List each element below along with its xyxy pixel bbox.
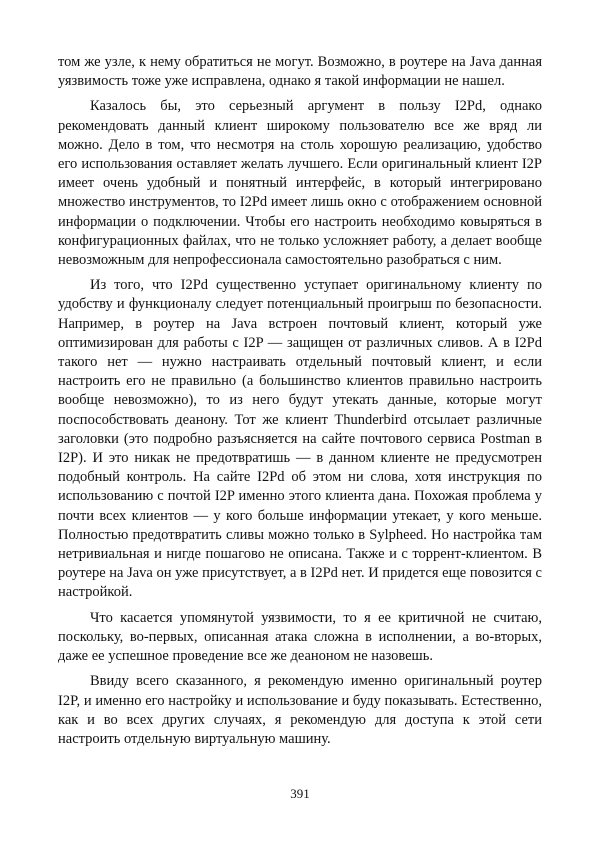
paragraph-i2pd-usability: Казалось бы, это серьезный аргумент в пользу I2Pd, однако рекомендовать данный клиент широкому пользователю все же вряд ли можно. Дело в том, что несмотря на столь хорошую реализацию, удобство его использования оставляет желать лучшего. Если оригинальный клиент I2P имеет очень удобный и понятный интерфейс, в который интегрировано множество инструментов, то I2Pd имеет лишь окно с отображением основной информации о подключении. Чтобы его настроить необходимо ковыряться в конфигурационных файлах, что не только усложняет работу, а делает вообще невозможным для непрофессионала самостоятельно разобраться с ним. bbox=[58, 98, 542, 269]
paragraph-continuation: том же узле, к нему обратиться не могут. Возможно, в роутере на Java данная уязвимость тоже уже исправлена, однако я такой информации не нашел. bbox=[58, 54, 542, 90]
paragraph-vulnerability: Что касается упомянутой уязвимости, то я ее критичной не считаю, поскольку, во-первых, описанная атака сложна в исполнении, а во-вторых, даже ее успешное проведение все же деаноном не назовешь. bbox=[58, 609, 542, 665]
paragraph-security-tradeoff: Из того, что I2Pd существенно уступает оригинальному клиенту по удобству и функционалу следует потенциальный проигрыш по безопасности. Например, в роутер на Java встроен почтовый клиент, который уже оптимизирован для работы с I2P — защищен от различных сливов. А в I2Pd такого нет — нужно настраивать отдельный почтовый клиент, и если настроить его не правильно (а большинство клиентов правильно настроить вообще невозможно), то из него будут утекать данные, которые могут поспособствовать деанону. Тот же клиент Thunderbird отсылает различные заголовки (это подробно разъясняется на сайте почтового сервиса Postman в I2P). И это никак не предотвратишь — в данном клиенте не предусмотрен подобный контроль. На сайте I2Pd об этом ни слова, хотя инструкция по использованию с почтой I2P именно этого клиента дана. Похожая проблема у почти всех клиентов — у кого больше информации утекает, у кого меньше. Полностью предотвратить сливы можно только в Sylpheed. Но настройка там нетривиальная и нигде пошагово не описана. Также и с торрент-клиентом. В роутере на Java он уже присутствует, а в I2Pd нет. И придется еще повозится с настройкой. bbox=[58, 277, 542, 601]
page-number: 391 bbox=[290, 786, 310, 801]
paragraph-recommendation: Ввиду всего сказанного, я рекомендую именно оригинальный роутер I2P, и именно его настройку и использование и буду показывать. Естественно, как и во всех других случаях, я рекомендую для доступа к этой сети настроить отдельную виртуальную машину. bbox=[58, 673, 542, 747]
body-text bbox=[58, 53, 542, 749]
